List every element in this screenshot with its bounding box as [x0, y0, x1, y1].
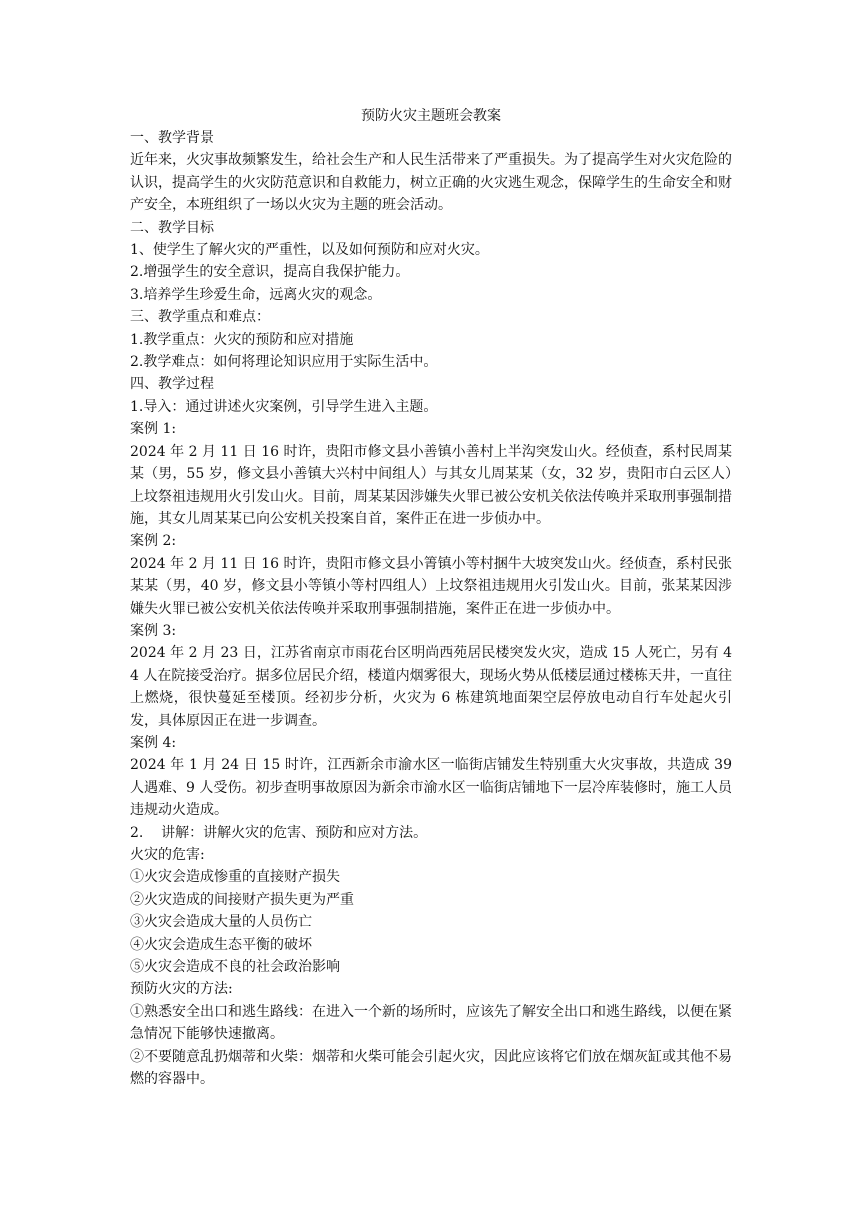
goal-item: 3.培养学生珍爱生命，远离火灾的观念。 [130, 286, 382, 303]
case-heading: 案例 3: [130, 622, 177, 639]
goal-item: 2.增强学生的安全意识，提高自我保护能力。 [130, 264, 410, 281]
section-heading-process: 四、教学过程 [130, 376, 214, 393]
hazard-item: ⑤火灾会造成不良的社会政治影响 [130, 959, 340, 976]
background-paragraph: 近年来，火灾事故频繁发生，给社会生产和人民生活带来了严重损失。为了提高学生对火灾危险的认识，提高学生的火灾防范意识和自救能力，树立正确的火灾逃生观念，保障学生的生命安全和财产安全，本班组织了一场以火灾为主题的班会活动。 [130, 152, 732, 214]
goal-item: 1、使学生了解火灾的严重性，以及如何预防和应对火灾。 [130, 242, 489, 259]
section-heading-background: 一、教学背景 [130, 130, 214, 146]
case-heading: 案例 1: [130, 421, 177, 438]
document-title: 预防火灾主题班会教案 [361, 108, 501, 124]
prevention-item: ②不要随意乱扔烟蒂和火柴：烟蒂和火柴可能会引起火灾，因此应该将它们放在烟灰缸或其他不易燃的容器中。 [130, 1048, 732, 1088]
key-point-item: 1.教学重点：火灾的预防和应对措施 [130, 331, 354, 348]
hazard-item: ③火灾会造成大量的人员伤亡 [130, 914, 312, 931]
case-heading: 案例 2: [130, 533, 177, 550]
section-heading-goals: 二、教学目标 [130, 219, 214, 236]
case-paragraph: 2024 年 1 月 24 日 15 时许，江西新余市渝水区一临街店铺发生特别重大火灾事故，共造成 39 人遇难、9 人受伤。初步查明事故原因为新余市渝水区一临街店铺地下一层冷库装修时，施工人员违规动火造成。 [130, 757, 732, 819]
case-paragraph: 2024 年 2 月 11 日 16 时许，贵阳市修文县小善镇小善村上半沟突发山火。经侦查，系村民周某某（男，55 岁，修文县小善镇大兴村中间组人）与其女儿周某某（女，32 岁，贵阳市白云区人）上坟祭祖违规用火引发山火。目前，周某某因涉嫌失火罪已被公安机关依法传唤并采取刑事强制措施，其女儿周某某已向公安机关投案自首，案件正在进一步侦办中。 [130, 443, 732, 527]
document-page [130, 105, 732, 1090]
subheading-prevention: 预防火灾的方法: [130, 981, 233, 998]
case-paragraph: 2024 年 2 月 23 日，江苏省南京市雨花台区明尚西苑居民楼突发火灾，造成 15 人死亡，另有 44 人在院接受治疗。据多位居民介绍，楼道内烟雾很大，现场火势从低楼层通过楼栋天井，一直往上燃烧，很快蔓延至楼顶。经初步分析，火灾为 6 栋建筑地面架空层停放电动自行车处起火引发，具体原因正在进一步调查。 [130, 645, 732, 729]
process-step: 2. 讲解：讲解火灾的危害、预防和应对方法。 [130, 824, 428, 841]
hazard-item: ①火灾会造成惨重的直接财产损失 [130, 869, 340, 886]
hazard-item: ②火灾造成的间接财产损失更为严重 [130, 891, 354, 908]
subheading-hazards: 火灾的危害: [130, 847, 205, 863]
case-heading: 案例 4: [130, 734, 177, 751]
key-point-item: 2.教学难点：如何将理论知识应用于实际生活中。 [130, 354, 438, 371]
process-step: 1.导入：通过讲述火灾案例，引导学生进入主题。 [130, 398, 438, 415]
prevention-item: ①熟悉安全出口和逃生路线：在进入一个新的场所时，应该先了解安全出口和逃生路线，以便在紧急情况下能够快速撤离。 [130, 1003, 732, 1043]
section-heading-key-points: 三、教学重点和难点： [130, 309, 270, 326]
hazard-item: ④火灾会造成生态平衡的破坏 [130, 936, 312, 953]
case-paragraph: 2024 年 2 月 11 日 16 时许，贵阳市修文县小箐镇小等村捆牛大坡突发山火。经侦查，系村民张某某（男，40 岁，修文县小等镇小等村四组人）上坟祭祖违规用火引发山火。目前，张某某因涉嫌失火罪已被公安机关依法传唤并采取刑事强制措施，案件正在进一步侦办中。 [130, 555, 732, 617]
